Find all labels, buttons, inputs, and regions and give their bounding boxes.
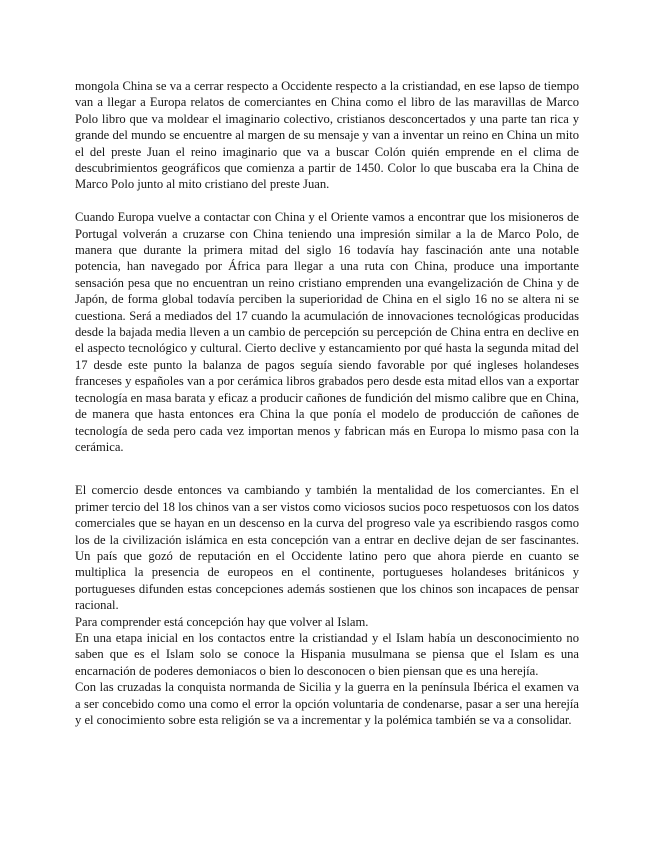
paragraph-marco-polo: mongola China se va a cerrar respecto a Occidente respecto a la cristiandad, en ese lapso de tiempo van a llegar a Europa relatos de comerciantes en China como el libro de las maravillas de Marco Polo libro que va moldear el imaginario colectivo, cristianos desconcertados y una parte tan rica y grande del mundo se encuentre al margen de su mensaje y van a inventar un reino en China un mito el del preste Juan el reino imaginario que va a buscar Colón quién emprende en el clima de descubrimientos geográficos que comienza a partir de 1450. Color lo que buscaba era la China de Marco Polo junto al mito cristiano del preste Juan. xyxy=(75,79,579,192)
paragraph-crusades: Con las cruzadas la conquista normanda de Sicilia y la guerra en la península Ibérica el examen va a ser concebido como una como el error la opción voluntaria de condenarse, pasar a ser una herejía y el conocimiento sobre esta religión se va a incrementar y la polémica también se va a consolidar. xyxy=(75,680,579,728)
paragraph-commerce-mentality: El comercio desde entonces va cambiando y también la mentalidad de los comerciantes. En el primer tercio del 18 los chinos van a ser vistos como viciosos sucios poco respetuosos con los datos comerciales que se hayan en un descenso en la curva del progreso vale ya escribiendo rasgos como los de la civilización islámica en esta concepción van a entrar en declive dejan de ser fascinantes. Un país que gozó de reputación en el Occidente latino pero que ahora pierde en cuanto se multiplica la presencia de europeos en el continente, portugueses holandeses británicos y portugueses difunden estas concepciones además sostienen que los chinos son incapaces de pensar racional. xyxy=(75,483,579,613)
paragraph-islam-early-contact: En una etapa inicial en los contactos entre la cristiandad y el Islam había un desconocimiento no saben que es el Islam solo se conoce la Hispania musulmana se piensa que el Islam es una encarnación de poderes demoniacos o bien lo desconocen o bien piensan que es una herejía. xyxy=(75,630,579,678)
paragraph-china-contact: Cuando Europa vuelve a contactar con China y el Oriente vamos a encontrar que los misioneros de Portugal volverán a cruzarse con China teniendo una impresión similar a la de Marco Polo, de manera que durante la primera mitad del siglo 16 todavía hay fascinación ante una notable potencia, han navegado por África para llegar a una ruta con China, produce una importante sensación pesa que no encuentran un reino cristiano emprenden una evangelización de China y de Japón, de forma global todavía perciben la superioridad de China en el siglo 16 no se altera ni se cuestiona. Será a mediados del 17 cuando la acumulación de innovaciones tecnológicas producidas desde la bajada media lleven a un cambio de percepción su percepción de China entra en declive en el aspecto tecnológico y cultural. Cierto declive y estancamiento por qué hasta la segunda mitad del 17 desde este punto la balanza de pagos seguía siendo favorable por qué ingleses holandeses franceses y españoles van a por cerámica libros grabados pero desde esta mitad ellos van a exportar tecnología en masa barata y eficaz a producir cañones de fundición del mismo calibre que en China, de manera que hasta entonces era China la que ponía el modelo de producción de cañones de tecnología de seda pero cada vez importan menos y fabrican más en Europa lo mismo pasa con la cerámica. xyxy=(75,210,579,454)
paragraph-islam-intro: Para comprender está concepción hay que volver al Islam. xyxy=(75,614,369,629)
